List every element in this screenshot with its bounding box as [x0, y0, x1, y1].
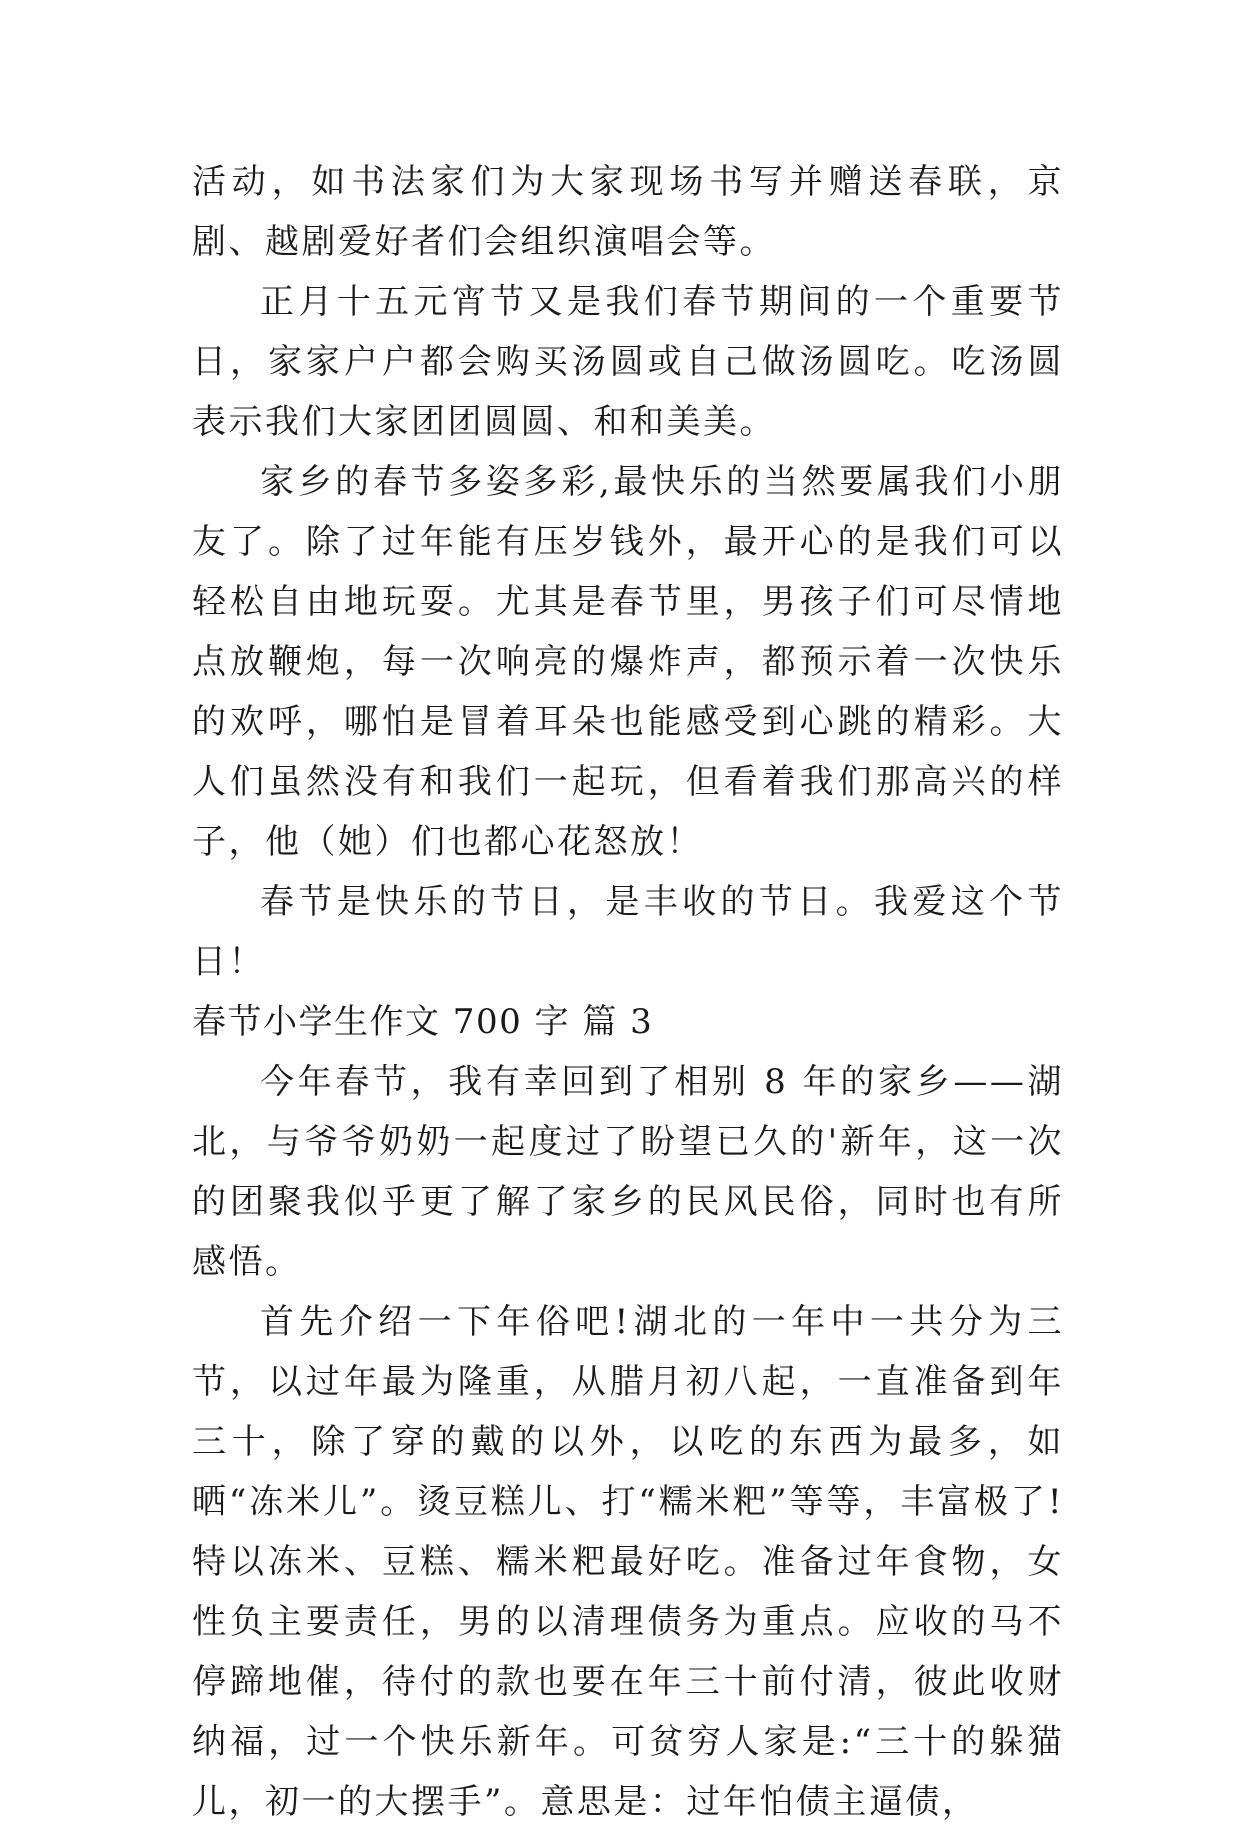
paragraph-conclusion: 春节是快乐的节日，是丰收的节日。我爱这个节日！ [192, 882, 1064, 982]
paragraph-lantern-festival: 正月十五元宵节又是我们春节期间的一个重要节日，家家户户都会购买汤圆或自己做汤圆吃。吃汤圆表示我们大家团团圆圆、和和美美。 [192, 282, 1064, 442]
section-heading: 春节小学生作文 700 字 篇 3 [192, 1002, 654, 1042]
paragraph-continuation: 活动，如书法家们为大家现场书写并赠送春联，京剧、越剧爱好者们会组织演唱会等。 [192, 162, 1064, 262]
paragraph-children-fun: 家乡的春节多姿多彩,最快乐的当然要属我们小朋友了。除了过年能有压岁钱外，最开心的是我们可以轻松自由地玩耍。尤其是春节里，男孩子们可尽情地点放鞭炮，每一次响亮的爆炸声，都预示着一次快乐的欢呼，哪怕是冒着耳朵也能感受到心跳的精彩。大人们虽然没有和我们一起玩，但看着我们那高兴的样子，他（她）们也都心花怒放！ [192, 462, 1064, 862]
paragraph-new-year-customs: 首先介绍一下年俗吧!湖北的一年中一共分为三节，以过年最为隆重，从腊月初八起，一直准备到年三十，除了穿的戴的以外，以吃的东西为最多，如晒“冻米儿”。烫豆糕儿、打“糯米粑”等等，丰富极了!特以冻米、豆糕、糯米粑最好吃。准备过年食物，女性负主要责任，男的以清理债务为重点。应收的马不停蹄地催，待付的款也要在年三十前付清，彼此收财纳福，过一个快乐新年。可贫穷人家是:“三十的躲猫儿，初一的大摆手”。意思是：过年怕债主逼债， [192, 1302, 1064, 1822]
paragraph-hometown-return: 今年春节，我有幸回到了相别 8 年的家乡——湖北，与爷爷奶奶一起度过了盼望已久的'新年，这一次的团聚我似乎更了解了家乡的民风民俗，同时也有所感悟。 [192, 1062, 1064, 1282]
article-body [192, 152, 1064, 1832]
